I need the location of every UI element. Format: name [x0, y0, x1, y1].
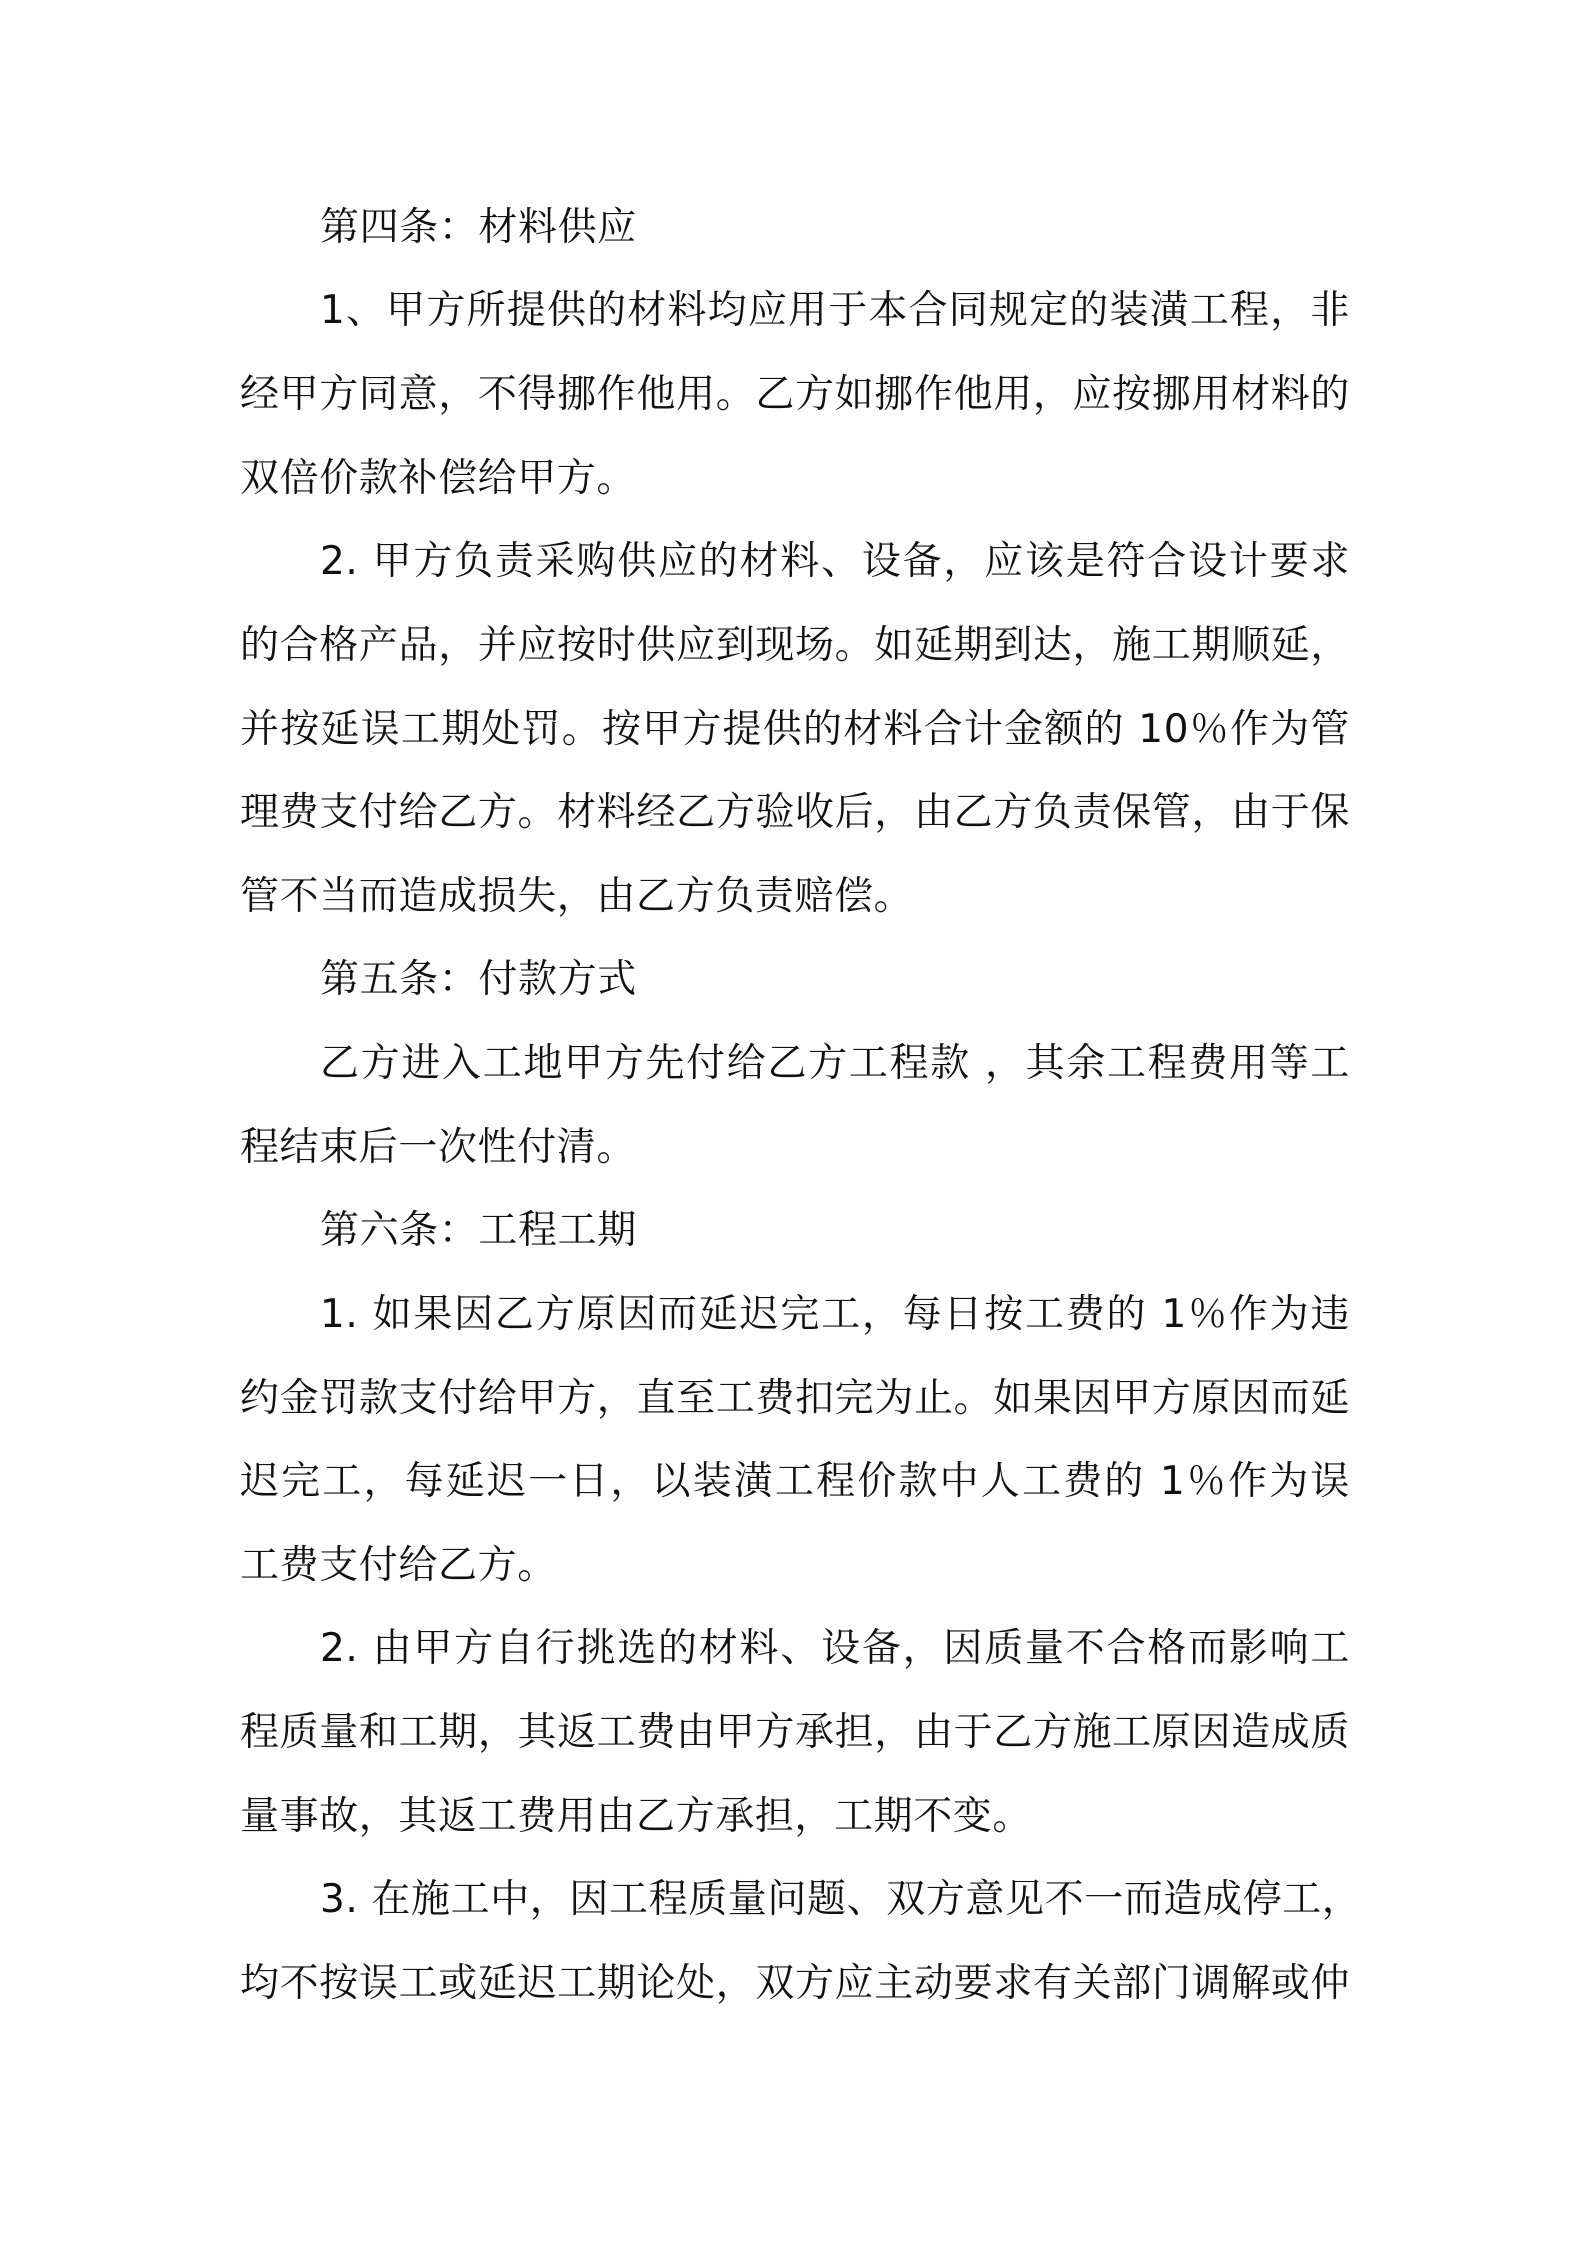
article-6-item-2-line-3: 量事故，其返工费用由乙方承担，工期不变。: [240, 1794, 1033, 1839]
article-5-body-line-2: 程结束后一次性付清。: [240, 1125, 637, 1170]
article-6-item-1-line-2: 约金罚款支付给甲方，直至工费扣完为止。如果因甲方原因而延: [240, 1376, 1350, 1421]
article-6-item-1-line-4: 工费支付给乙方。: [240, 1543, 557, 1588]
article-4-item-1-line-2: 经甲方同意，不得挪作他用。乙方如挪作他用，应按挪用材料的: [240, 372, 1350, 417]
article-4-item-1-line-3: 双倍价款补偿给甲方。: [240, 456, 637, 501]
article-4-item-2-line-5: 管不当而造成损失，由乙方负责赔偿。: [240, 874, 914, 919]
article-6-item-1-line-3: 迟完工，每延迟一日，以装潢工程价款中人工费的 1％作为误: [240, 1459, 1350, 1504]
article-6-item-2-line-2: 程质量和工期，其返工费由甲方承担，由于乙方施工原因造成质: [240, 1710, 1350, 1755]
article-4-item-2-line-4: 理费支付给乙方。材料经乙方验收后，由乙方负责保管，由于保: [240, 790, 1350, 835]
article-6-item-1-line-1: 1. 如果因乙方原因而延迟完工，每日按工费的 1％作为违: [320, 1292, 1350, 1337]
article-6-item-3-line-1: 3. 在施工中，因工程质量问题、双方意见不一而造成停工，: [320, 1877, 1362, 1922]
article-5-body-line-1: 乙方进入工地甲方先付给乙方工程款 ，其余工程费用等工: [320, 1041, 1350, 1086]
article-4-item-1-line-1: 1、甲方所提供的材料均应用于本合同规定的装潢工程，非: [320, 288, 1350, 333]
article-5-heading: 第五条：付款方式: [320, 957, 637, 1002]
article-4-item-2-line-1: 2. 甲方负责采购供应的材料、设备，应该是符合设计要求: [320, 539, 1350, 584]
article-6-item-3-line-2: 均不按误工或延迟工期论处，双方应主动要求有关部门调解或仲: [240, 1961, 1350, 2006]
article-6-item-2-line-1: 2. 由甲方自行挑选的材料、设备，因质量不合格而影响工: [320, 1626, 1350, 1671]
article-4-item-2-line-2: 的合格产品，并应按时供应到现场。如延期到达，施工期顺延，: [240, 623, 1350, 668]
article-4-item-2-line-3: 并按延误工期处罚。按甲方提供的材料合计金额的 10％作为管: [240, 707, 1350, 752]
article-4-heading: 第四条：材料供应: [320, 205, 637, 250]
article-6-heading: 第六条：工程工期: [320, 1208, 637, 1253]
